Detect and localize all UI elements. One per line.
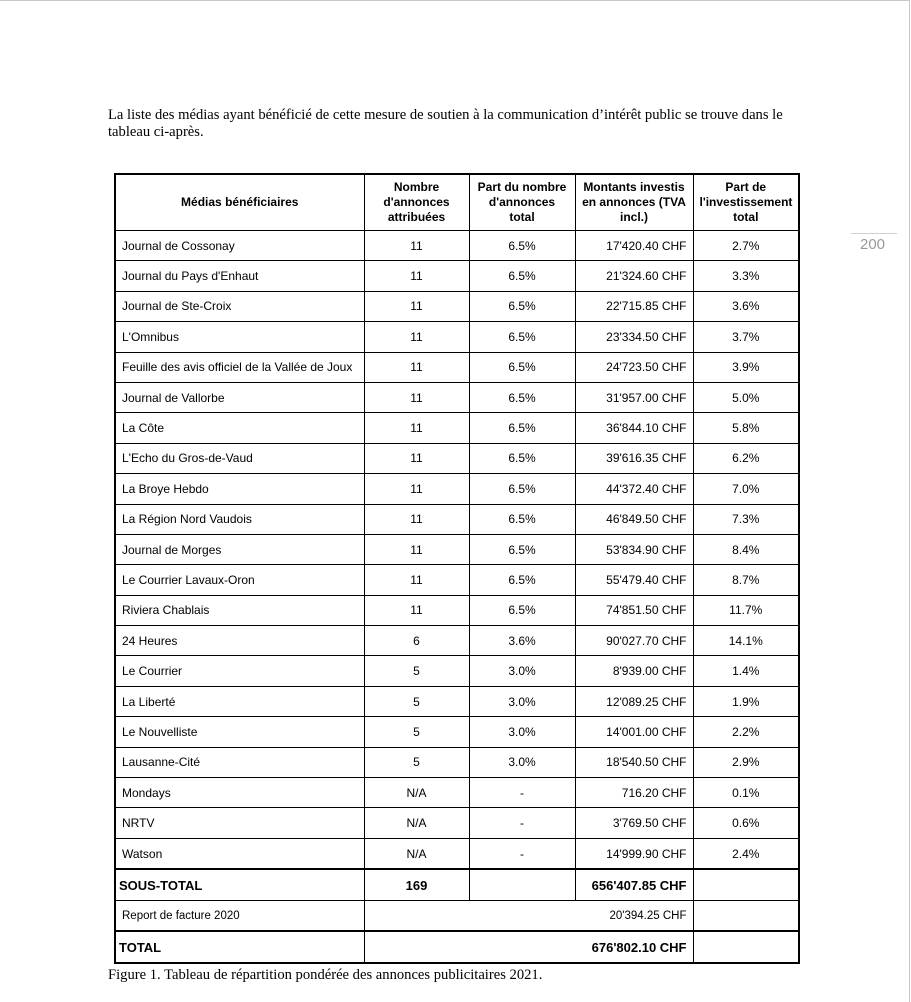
- total-empty: [693, 931, 799, 963]
- report-amount: 20'394.25 CHF: [364, 901, 693, 932]
- cell-share-count: 6.5%: [469, 534, 575, 564]
- cell-share-invest: 11.7%: [693, 595, 799, 625]
- cell-share-count: 6.5%: [469, 231, 575, 261]
- header-media: Médias bénéficiaires: [115, 174, 364, 231]
- cell-media: Lausanne-Cité: [115, 747, 364, 777]
- cell-amount: 46'849.50 CHF: [575, 504, 693, 534]
- cell-media: Journal de Ste-Croix: [115, 291, 364, 321]
- cell-count: 11: [364, 413, 469, 443]
- cell-share-invest: 5.0%: [693, 382, 799, 412]
- cell-share-count: 6.5%: [469, 261, 575, 291]
- cell-media: Le Courrier Lavaux-Oron: [115, 565, 364, 595]
- cell-count: 11: [364, 322, 469, 352]
- cell-media: Feuille des avis officiel de la Vallée de Joux: [115, 352, 364, 382]
- cell-amount: 12'089.25 CHF: [575, 686, 693, 716]
- cell-amount: 31'957.00 CHF: [575, 382, 693, 412]
- subtotal-row: [115, 869, 799, 901]
- cell-share-count: 3.0%: [469, 686, 575, 716]
- header-share-count: Part du nombre d'annonces total: [469, 174, 575, 231]
- cell-share-count: 6.5%: [469, 443, 575, 473]
- cell-media: Journal du Pays d'Enhaut: [115, 261, 364, 291]
- cell-share-count: -: [469, 838, 575, 869]
- cell-amount: 36'844.10 CHF: [575, 413, 693, 443]
- cell-media: Journal de Cossonay: [115, 231, 364, 261]
- table-row: [115, 778, 799, 808]
- cell-amount: 14'999.90 CHF: [575, 838, 693, 869]
- cell-amount: 23'334.50 CHF: [575, 322, 693, 352]
- cell-share-invest: 3.3%: [693, 261, 799, 291]
- cell-media: Journal de Morges: [115, 534, 364, 564]
- cell-media: Riviera Chablais: [115, 595, 364, 625]
- report-label: Report de facture 2020: [115, 901, 364, 932]
- cell-share-invest: 5.8%: [693, 413, 799, 443]
- cell-share-count: 3.0%: [469, 656, 575, 686]
- cell-count: 11: [364, 291, 469, 321]
- cell-amount: 8'939.00 CHF: [575, 656, 693, 686]
- cell-count: N/A: [364, 778, 469, 808]
- table-row: [115, 838, 799, 869]
- cell-count: 11: [364, 261, 469, 291]
- cell-share-count: -: [469, 808, 575, 838]
- table-row: [115, 626, 799, 656]
- cell-media: Le Courrier: [115, 656, 364, 686]
- subtotal-amount: 656'407.85 CHF: [575, 869, 693, 901]
- table-row: [115, 504, 799, 534]
- cell-share-count: 6.5%: [469, 413, 575, 443]
- table-header-row: [115, 174, 799, 231]
- cell-share-count: 6.5%: [469, 474, 575, 504]
- cell-amount: 24'723.50 CHF: [575, 352, 693, 382]
- cell-amount: 22'715.85 CHF: [575, 291, 693, 321]
- table-row: [115, 322, 799, 352]
- page-border: [0, 0, 909, 1]
- cell-share-count: 6.5%: [469, 565, 575, 595]
- table-row: [115, 352, 799, 382]
- cell-amount: 21'324.60 CHF: [575, 261, 693, 291]
- cell-amount: 90'027.70 CHF: [575, 626, 693, 656]
- cell-share-count: 3.6%: [469, 626, 575, 656]
- cell-share-count: 6.5%: [469, 595, 575, 625]
- cell-count: 5: [364, 747, 469, 777]
- cell-count: N/A: [364, 838, 469, 869]
- cell-count: 11: [364, 595, 469, 625]
- cell-share-invest: 3.6%: [693, 291, 799, 321]
- cell-amount: 39'616.35 CHF: [575, 443, 693, 473]
- cell-share-invest: 0.6%: [693, 808, 799, 838]
- cell-count: 11: [364, 474, 469, 504]
- cell-amount: 18'540.50 CHF: [575, 747, 693, 777]
- cell-share-count: 3.0%: [469, 717, 575, 747]
- cell-media: 24 Heures: [115, 626, 364, 656]
- table-row: [115, 382, 799, 412]
- table-row: [115, 565, 799, 595]
- table-row: [115, 717, 799, 747]
- cell-media: L'Omnibus: [115, 322, 364, 352]
- cell-share-invest: 7.0%: [693, 474, 799, 504]
- table-row: [115, 413, 799, 443]
- cell-media: L'Echo du Gros-de-Vaud: [115, 443, 364, 473]
- table-row: [115, 686, 799, 716]
- cell-share-invest: 2.4%: [693, 838, 799, 869]
- header-amount: Montants investis en annonces (TVA incl.): [575, 174, 693, 231]
- intro-paragraph: La liste des médias ayant bénéficié de cette mesure de soutien à la communication d’intérêt public se trouve dans le tableau ci-après.: [108, 107, 783, 140]
- cell-share-invest: 2.2%: [693, 717, 799, 747]
- total-label: TOTAL: [115, 931, 364, 963]
- table-row: [115, 261, 799, 291]
- cell-share-invest: 0.1%: [693, 778, 799, 808]
- table-row: [115, 291, 799, 321]
- cell-count: 5: [364, 686, 469, 716]
- cell-share-invest: 8.4%: [693, 534, 799, 564]
- page-border: [909, 0, 910, 1002]
- cell-count: 11: [364, 382, 469, 412]
- cell-media: La Région Nord Vaudois: [115, 504, 364, 534]
- cell-count: N/A: [364, 808, 469, 838]
- table-row: [115, 747, 799, 777]
- cell-share-count: 3.0%: [469, 747, 575, 777]
- header-count: Nombre d'annonces attribuées: [364, 174, 469, 231]
- cell-amount: 716.20 CHF: [575, 778, 693, 808]
- cell-share-count: 6.5%: [469, 322, 575, 352]
- figure-caption: Figure 1. Tableau de répartition pondérée des annonces publicitaires 2021.: [108, 967, 543, 983]
- cell-amount: 14'001.00 CHF: [575, 717, 693, 747]
- cell-share-count: 6.5%: [469, 382, 575, 412]
- table-row: [115, 808, 799, 838]
- cell-count: 11: [364, 352, 469, 382]
- cell-media: La Côte: [115, 413, 364, 443]
- cell-count: 11: [364, 231, 469, 261]
- cell-share-invest: 14.1%: [693, 626, 799, 656]
- cell-share-invest: 2.7%: [693, 231, 799, 261]
- cell-media: Watson: [115, 838, 364, 869]
- cell-amount: 17'420.40 CHF: [575, 231, 693, 261]
- cell-media: Mondays: [115, 778, 364, 808]
- cell-share-invest: 7.3%: [693, 504, 799, 534]
- cell-share-count: -: [469, 778, 575, 808]
- cell-share-invest: 1.4%: [693, 656, 799, 686]
- total-amount: 676'802.10 CHF: [364, 931, 693, 963]
- table-row: [115, 656, 799, 686]
- cell-count: 6: [364, 626, 469, 656]
- cell-count: 5: [364, 717, 469, 747]
- subtotal-empty: [693, 869, 799, 901]
- cell-count: 11: [364, 443, 469, 473]
- cell-share-count: 6.5%: [469, 291, 575, 321]
- cell-share-invest: 3.9%: [693, 352, 799, 382]
- cell-media: Journal de Vallorbe: [115, 382, 364, 412]
- cell-amount: 53'834.90 CHF: [575, 534, 693, 564]
- cell-media: NRTV: [115, 808, 364, 838]
- table-row: [115, 443, 799, 473]
- table-row: [115, 474, 799, 504]
- cell-count: 5: [364, 656, 469, 686]
- cell-amount: 3'769.50 CHF: [575, 808, 693, 838]
- cell-media: La Broye Hebdo: [115, 474, 364, 504]
- subtotal-empty: [469, 869, 575, 901]
- page-number: 200: [860, 236, 886, 253]
- table-row: [115, 534, 799, 564]
- cell-count: 11: [364, 565, 469, 595]
- cell-amount: 74'851.50 CHF: [575, 595, 693, 625]
- cell-share-invest: 3.7%: [693, 322, 799, 352]
- cell-share-invest: 2.9%: [693, 747, 799, 777]
- report-row: [115, 901, 799, 932]
- cell-share-count: 6.5%: [469, 352, 575, 382]
- report-empty: [693, 901, 799, 932]
- cell-count: 11: [364, 504, 469, 534]
- table-row: [115, 595, 799, 625]
- subtotal-count: 169: [364, 869, 469, 901]
- cell-share-invest: 1.9%: [693, 686, 799, 716]
- cell-amount: 55'479.40 CHF: [575, 565, 693, 595]
- cell-count: 11: [364, 534, 469, 564]
- table-row: [115, 231, 799, 261]
- cell-share-invest: 8.7%: [693, 565, 799, 595]
- cell-amount: 44'372.40 CHF: [575, 474, 693, 504]
- total-row: [115, 931, 799, 963]
- cell-media: Le Nouvelliste: [115, 717, 364, 747]
- media-table: [114, 173, 800, 964]
- header-share-invest: Part de l'investissement total: [693, 174, 799, 231]
- cell-share-invest: 6.2%: [693, 443, 799, 473]
- subtotal-label: SOUS-TOTAL: [115, 869, 364, 901]
- cell-share-count: 6.5%: [469, 504, 575, 534]
- page-number-rule: [851, 233, 897, 234]
- cell-media: La Liberté: [115, 686, 364, 716]
